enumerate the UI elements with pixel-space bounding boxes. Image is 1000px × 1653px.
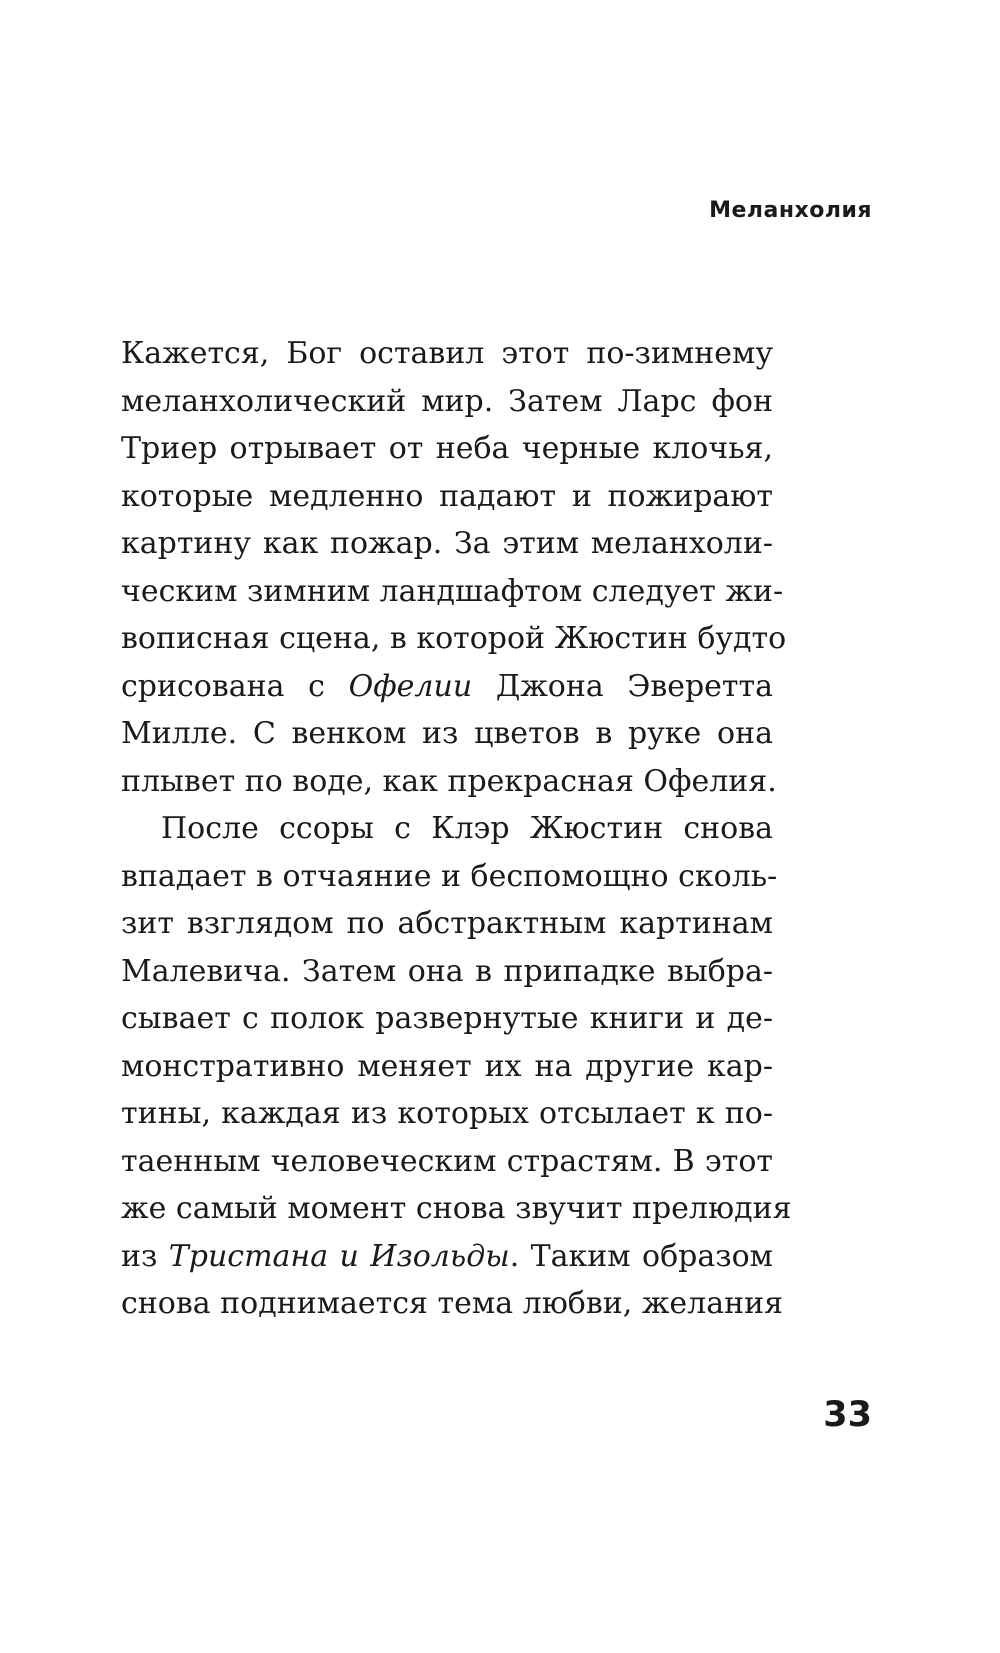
text-line: сывает с полок развернутые книги и де- xyxy=(121,1001,773,1036)
text-line: же самый момент снова звучит прелюдия xyxy=(121,1191,792,1226)
text-fragment: срисована с xyxy=(121,668,325,704)
text-line-with-italic xyxy=(121,1233,773,1281)
text-line: снова поднимается тема любви, желания xyxy=(121,1286,784,1321)
text-line: меланхолический мир. Затем Ларс фон xyxy=(121,383,773,419)
text-line: картину как пожар. За этим меланхоли- xyxy=(121,526,773,561)
text-line: впадает в отчаяние и беспомощно сколь- xyxy=(121,858,778,894)
text-line: ческим зимним ландшафтом следует жи- xyxy=(121,573,784,609)
text-line: вописная сцена, в которой Жюстин будто xyxy=(121,621,787,656)
text-line: таенным человеческим страстям. В этот xyxy=(121,1143,773,1179)
italic-title-ophelia: Офелии xyxy=(348,668,473,704)
page-number: 33 xyxy=(823,1395,872,1435)
text-line: Триер отрывает от неба черные клочья, xyxy=(121,431,773,466)
text-line: плывет по воде, как прекрасная Офелия. xyxy=(121,763,777,799)
text-line: Кажется, Бог оставил этот по-зимнему xyxy=(121,336,773,371)
text-fragment: из xyxy=(121,1238,158,1274)
body-text xyxy=(121,330,792,1328)
text-line: монстративно меняет их на другие кар- xyxy=(121,1048,773,1084)
text-line: которые медленно падают и пожирают xyxy=(121,478,773,514)
text-line: После ссоры с Клэр Жюстин снова xyxy=(161,811,773,846)
text-line: зит взглядом по абстрактным картинам xyxy=(121,906,773,941)
text-line: Малевича. Затем она в припадке выбра- xyxy=(121,953,773,989)
text-line: тины, каждая из которых отсылает к по- xyxy=(121,1096,773,1131)
text-fragment: Джона Эверетта xyxy=(495,668,774,704)
italic-title-tristan: Тристана и Изольды xyxy=(168,1238,510,1274)
text-line: Милле. С венком из цветов в руке она xyxy=(121,716,773,751)
text-fragment: . Таким образом xyxy=(509,1238,773,1274)
running-head: Меланхолия xyxy=(709,198,872,223)
text-line-with-italic xyxy=(121,663,773,711)
